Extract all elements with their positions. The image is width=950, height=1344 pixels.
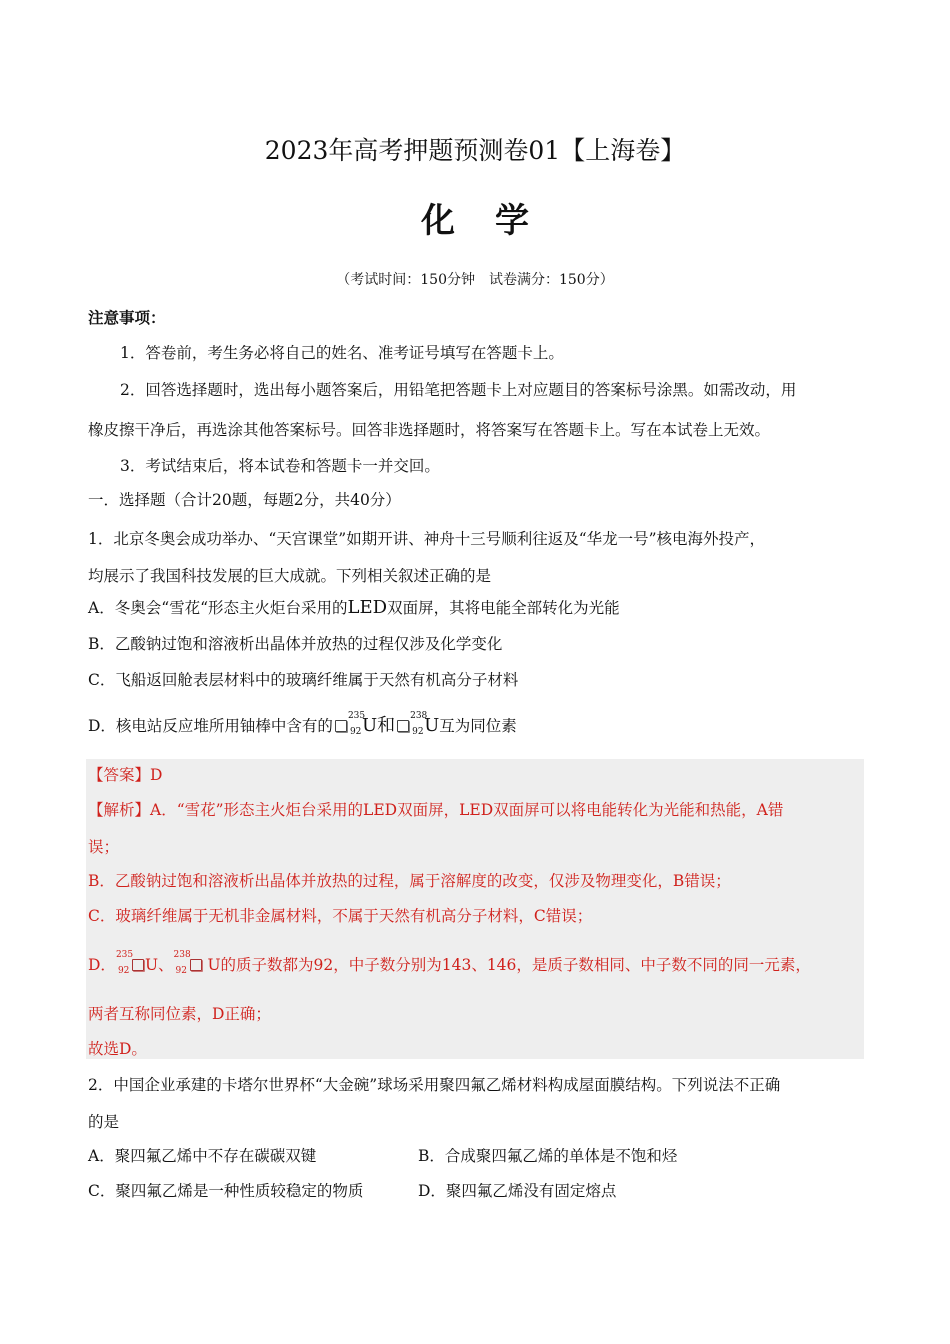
exam-title: 2023年高考押题预测卷01【上海卷】 [264, 136, 686, 165]
q2-option-a: A．聚四氟乙烯中不存在碳碳双键 [88, 1147, 317, 1165]
analysis-a-text: A．“雪花”形态主火炬台采用的LED双面屏，LED双面屏可以将电能转化为光能和热能，A错 [150, 801, 784, 819]
q1-analysis-d-line2: 两者互称同位素，D正确； [88, 1005, 271, 1023]
isotope-u238: 238 92 [173, 950, 191, 976]
q1-analysis-a-line2: 误； [88, 838, 120, 856]
q1-option-d-post: 互为同位素 [439, 717, 517, 735]
q1-analysis-c: C．玻璃纤维属于无机非金属材料，不属于天然有机高分子材料，C错误； [88, 907, 593, 925]
placeholder-box-icon [397, 720, 409, 732]
note-item-1: 1．答卷前，考生务必将自己的姓名、准考证号填写在答题卡上。 [120, 344, 564, 362]
q1-analysis-d-line1 [88, 950, 811, 976]
note-item-2-line2: 橡皮擦干净后，再选涂其他答案标号。回答非选择题时，将答案写在答题卡上。写在本试卷上无效。 [88, 421, 771, 439]
q1-option-d-el1: U和 [361, 715, 396, 736]
q1-analysis-a-line1 [88, 800, 783, 820]
analysis-d-pre: D． [88, 956, 116, 974]
q1-option-a-led: LED [347, 597, 388, 618]
analysis-d-post: U的质子数都为92，中子数分别为143、146，是质子数相同、中子数不同的同一元素， [202, 956, 811, 974]
q1-stem-line1: 1．北京冬奥会成功举办、“天宫课堂”如期开讲、神舟十三号顺利往返及“华龙一号”核电海外投产， [88, 530, 766, 548]
analysis-d-mid: U、 [144, 956, 174, 974]
q1-option-a-post: 双面屏，其将电能全部转化为光能 [387, 599, 620, 617]
q1-analysis-b: B．乙酸钠过饱和溶液析出晶体并放热的过程，属于溶解度的改变，仅涉及物理变化，B错误； [88, 872, 731, 890]
notes-heading: 注意事项： [88, 308, 166, 327]
q2-option-c: C．聚四氟乙烯是一种性质较稳定的物质 [88, 1182, 364, 1200]
q1-stem-line2: 均展示了我国科技发展的巨大成就。下列相关叙述正确的是 [88, 567, 492, 585]
subject-title: 化学 [421, 201, 569, 241]
note-item-2-line1: 2．回答选择题时，选出每小题答案后，用铅笔把答题卡上对应题目的答案标号涂黑。如需改动，用 [120, 381, 797, 399]
q2-stem-line2: 的是 [88, 1113, 120, 1131]
section-heading: 一．选择题（合计20题，每题2分，共40分） [88, 491, 401, 509]
q1-option-a [88, 598, 620, 618]
q1-option-c: C．飞船返回舱表层材料中的玻璃纤维属于天然有机高分子材料 [88, 671, 519, 689]
q1-option-d-pre: D．核电站反应堆所用铀棒中含有的 [88, 717, 333, 735]
q1-option-d-el2: U [424, 715, 440, 736]
q1-conclusion: 故选D。 [88, 1040, 147, 1058]
placeholder-box-icon [132, 959, 144, 971]
time-info: （考试时间：150分钟 试卷满分：150分） [336, 272, 614, 288]
analysis-label: 【解析】 [88, 801, 151, 819]
q2-option-b: B．合成聚四氟乙烯的单体是不饱和烃 [418, 1147, 678, 1165]
q1-option-b: B．乙酸钠过饱和溶液析出晶体并放热的过程仅涉及化学变化 [88, 635, 503, 653]
q1-option-a-pre: A．冬奥会“雪花“形态主火炬台采用的 [88, 599, 348, 617]
isotope-u238: 238 92 [410, 711, 428, 737]
q1-option-d [88, 711, 517, 737]
q1-answer: 【答案】D [88, 766, 163, 784]
note-item-3: 3．考试结束后，将本试卷和答题卡一并交回。 [120, 457, 440, 475]
isotope-u235: 235 92 [347, 711, 366, 737]
q2-option-d: D．聚四氟乙烯没有固定熔点 [418, 1182, 617, 1200]
placeholder-box-icon [335, 720, 347, 732]
q2-stem-line1: 2．中国企业承建的卡塔尔世界杯“大金碗”球场采用聚四氟乙烯材料构成屋面膜结构。下列说法不正确 [88, 1076, 781, 1094]
placeholder-box-icon [190, 959, 202, 971]
isotope-u235: 235 92 [115, 950, 134, 976]
